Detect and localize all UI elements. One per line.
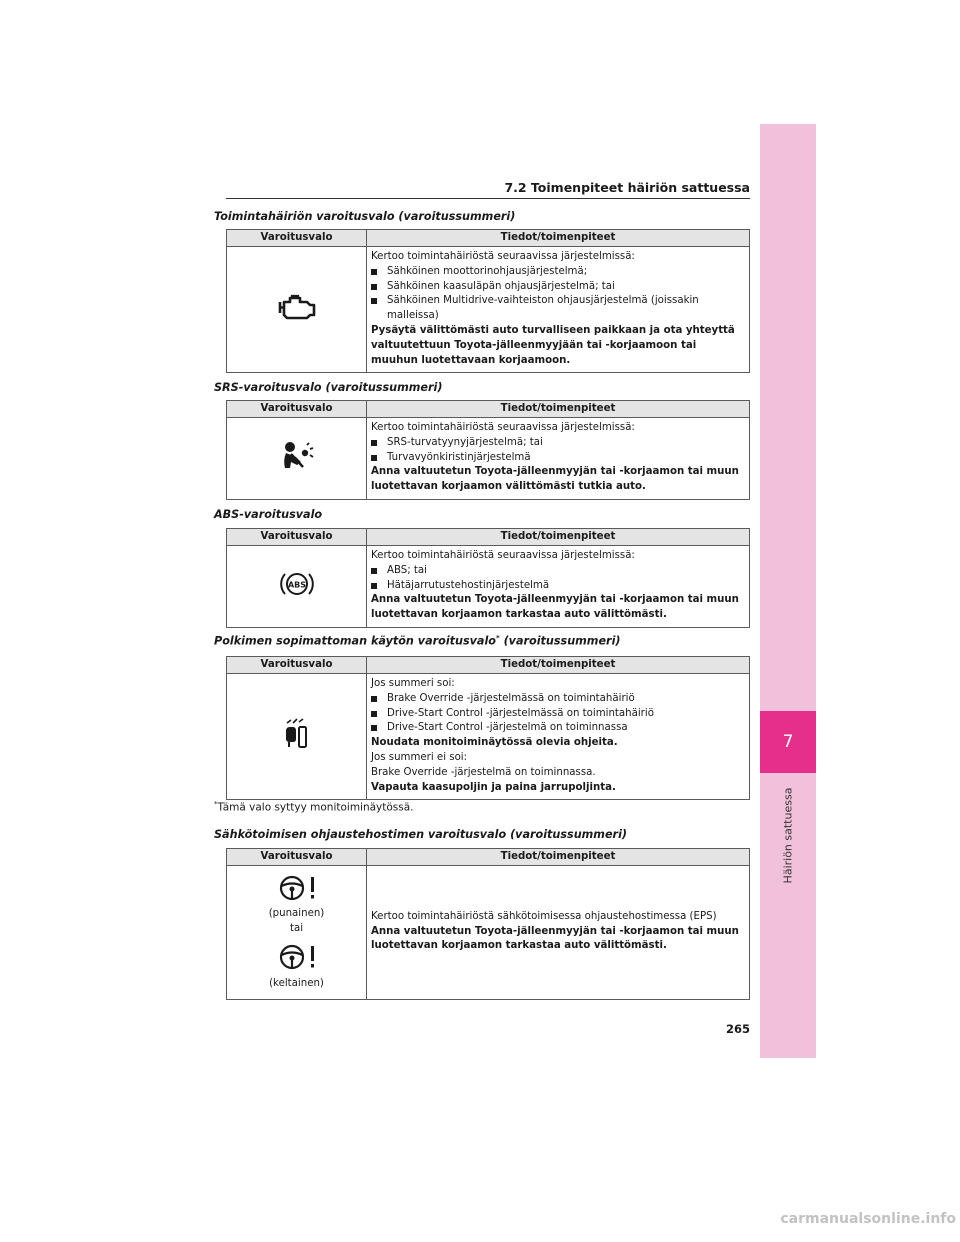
pedal-action-1: Noudata monitoiminäytössä olevia ohjeita. bbox=[371, 737, 618, 749]
header-rule bbox=[226, 198, 750, 199]
pedal-title: Polkimen sopimattoman käytön varoitusvalo* (varoitussummeri) bbox=[214, 634, 621, 648]
footnote: *Tämä valo syttyy monitoiminäytössä. bbox=[214, 800, 414, 814]
abs-icon bbox=[278, 580, 316, 602]
pedal-bullet: Drive-Start Control -järjestelmässä on toimintahäiriö bbox=[371, 707, 745, 722]
caption-red: (punainen) bbox=[268, 908, 325, 920]
col-header-info: Tiedot/toimenpiteet bbox=[367, 529, 750, 546]
caption-or: tai bbox=[289, 923, 304, 935]
page-number: 265 bbox=[725, 1022, 750, 1036]
pedal-action-2: Vapauta kaasupoljin ja paina jarrupoljinta. bbox=[371, 781, 616, 793]
malfunction-intro: Kertoo toimintahäiriöstä seuraavissa järjestelmissä: bbox=[371, 251, 635, 262]
steering-warning-icon-yellow bbox=[228, 943, 365, 977]
check-engine-icon bbox=[277, 313, 317, 324]
abs-action: Anna valtuutetun Toyota-jälleenmyyjän tai -korjaamon tai muun luotettavan korjaamon tarkastaa auto välittömästi. bbox=[371, 594, 739, 621]
pedal-bullet: Drive-Start Control -järjestelmä on toiminnassa bbox=[371, 721, 745, 736]
malfunction-table bbox=[226, 229, 750, 373]
eps-table bbox=[226, 848, 750, 1000]
col-header-info: Tiedot/toimenpiteet bbox=[367, 401, 750, 418]
airbag-icon bbox=[279, 464, 315, 475]
chapter-side-band bbox=[760, 124, 816, 1058]
malfunction-action: Pysäytä välittömästi auto turvalliseen paikkaan ja ota yhteyttä valtuutettuun Toyota-jälleenmyyjään tai -korjaamoon tai muuhun luotettavaan korjaamoon. bbox=[371, 324, 735, 366]
abs-bullet: ABS; tai bbox=[371, 564, 745, 579]
chapter-number-tab: 7 bbox=[760, 711, 816, 773]
malfunction-bullet: Sähköinen kaasuläpän ohjausjärjestelmä; tai bbox=[371, 280, 745, 295]
pedal-misuse-icon bbox=[281, 743, 313, 754]
section-header: 7.2 Toimenpiteet häiriön sattuessa bbox=[504, 180, 750, 195]
srs-bullet: SRS-turvatyynyjärjestelmä; tai bbox=[371, 436, 745, 451]
srs-table bbox=[226, 400, 750, 500]
malfunction-title: Toimintahäiriön varoitusvalo (varoitussummeri) bbox=[214, 210, 516, 223]
eps-title: Sähkötoimisen ohjaustehostimen varoitusvalo (varoitussummeri) bbox=[214, 828, 628, 841]
col-header-info: Tiedot/toimenpiteet bbox=[367, 657, 750, 674]
pedal-bullet: Brake Override -järjestelmässä on toimintahäiriö bbox=[371, 692, 745, 707]
eps-text: Kertoo toimintahäiriöstä sähkötoimisessa ohjaustehostimessa (EPS) bbox=[371, 910, 717, 922]
pedal-intro-2: Jos summeri ei soi: bbox=[371, 751, 468, 763]
col-header-light: Varoitusvalo bbox=[227, 849, 367, 866]
watermark: carmanualsonline.info bbox=[780, 1211, 956, 1227]
col-header-info: Tiedot/toimenpiteet bbox=[367, 230, 750, 247]
srs-title: SRS-varoitusvalo (varoitussummeri) bbox=[214, 381, 443, 394]
srs-action: Anna valtuutetun Toyota-jälleenmyyjän tai -korjaamon tai muun luotettavan korjaamon välittömästi tutkia auto. bbox=[371, 466, 739, 493]
abs-intro: Kertoo toimintahäiriöstä seuraavissa järjestelmissä: bbox=[371, 550, 635, 561]
abs-title: ABS-varoitusvalo bbox=[214, 508, 323, 521]
col-header-light: Varoitusvalo bbox=[227, 230, 367, 247]
chapter-title-tab: Häiriön sattuessa bbox=[781, 787, 795, 883]
svg-text:ABS: ABS bbox=[287, 580, 306, 590]
eps-action: Anna valtuutetun Toyota-jälleenmyyjän tai -korjaamon tai muun luotettavan korjaamon tarkastaa auto välittömästi. bbox=[371, 925, 739, 952]
pedal-table bbox=[226, 656, 750, 800]
abs-table bbox=[226, 528, 750, 628]
malfunction-bullet: Sähköinen Multidrive-vaihteiston ohjausjärjestelmä (joissakin malleissa) bbox=[371, 294, 745, 324]
pedal-intro: Jos summeri soi: bbox=[371, 678, 455, 689]
caption-yellow: (keltainen) bbox=[269, 977, 324, 989]
srs-intro: Kertoo toimintahäiriöstä seuraavissa järjestelmissä: bbox=[371, 422, 635, 433]
abs-bullet: Hätäjarrutustehostinjärjestelmä bbox=[371, 579, 745, 594]
col-header-light: Varoitusvalo bbox=[227, 657, 367, 674]
col-header-light: Varoitusvalo bbox=[227, 529, 367, 546]
malfunction-bullet: Sähköinen moottorinohjausjärjestelmä; bbox=[371, 265, 745, 280]
col-header-info: Tiedot/toimenpiteet bbox=[367, 849, 750, 866]
steering-warning-icon-red bbox=[228, 874, 365, 908]
srs-bullet: Turvavyönkiristinjärjestelmä bbox=[371, 451, 745, 466]
pedal-text-2: Brake Override -järjestelmä on toiminnassa. bbox=[371, 766, 596, 778]
col-header-light: Varoitusvalo bbox=[227, 401, 367, 418]
